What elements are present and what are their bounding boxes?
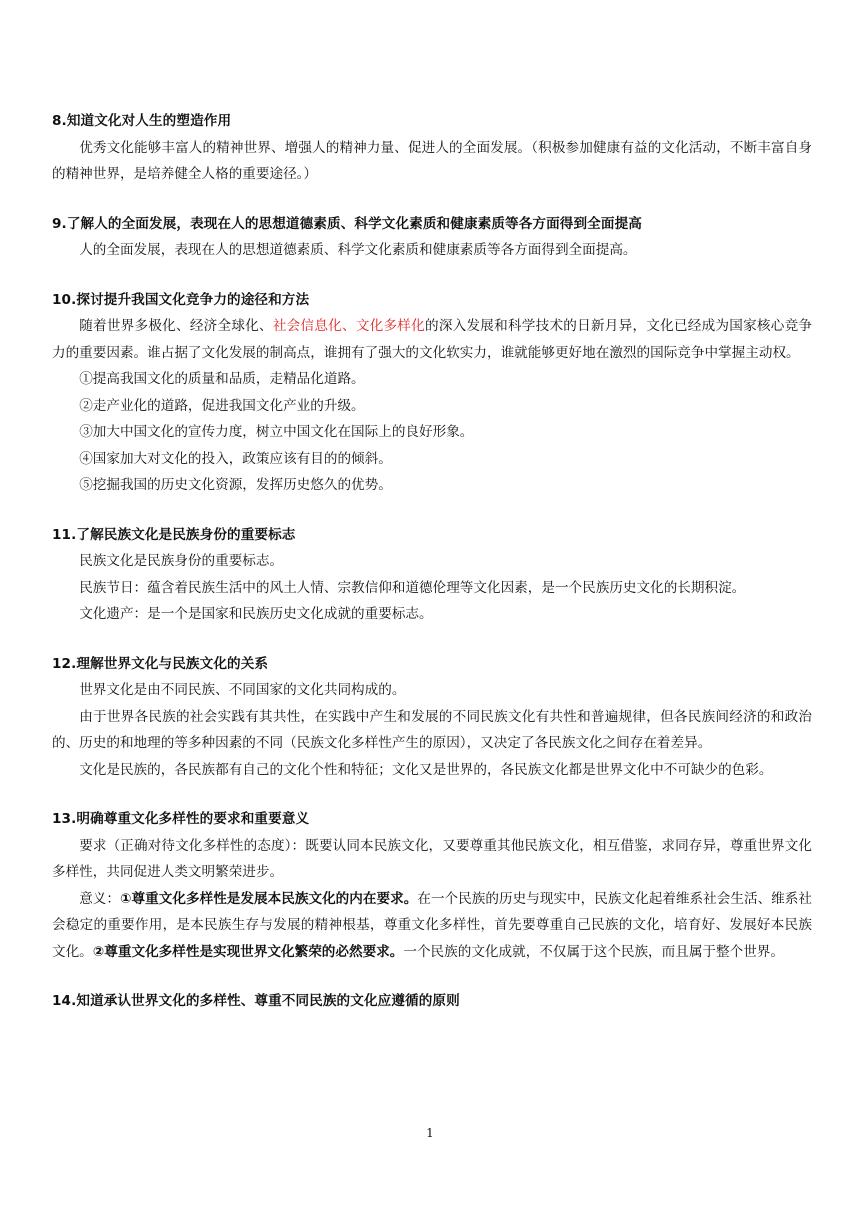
document-content: [52, 108, 812, 1038]
bold-text: ①尊重文化多样性是发展本民族文化的内在要求。: [120, 890, 418, 907]
list-item: ③加大中国文化的宣传力度，树立中国文化在国际上的良好形象。: [79, 424, 474, 440]
bold-text: ②尊重文化多样性是实现世界文化繁荣的必然要求。: [92, 943, 404, 960]
paragraph: 文化是民族的，各民族都有自己的文化个性和特征；文化又是世界的，各民族文化都是世界文化中不可缺少的色彩。: [79, 761, 773, 778]
list-item: ④国家加大对文化的投入，政策应该有目的的倾斜。: [79, 450, 392, 467]
list-item: ①提高我国文化的质量和品质，走精品化道路。: [79, 371, 365, 387]
text-run: 一个民族的文化成就，不仅属于这个民族，而且属于整个世界。: [403, 943, 784, 960]
section-heading: 11.了解民族文化是民族身份的重要标志: [52, 526, 296, 543]
section-10: [52, 287, 812, 499]
list-item: ②走产业化的道路，促进我国文化产业的升级。: [79, 397, 365, 414]
paragraph: [52, 886, 812, 966]
section-heading: 12.理解世界文化与民族文化的关系: [52, 655, 269, 672]
paragraph: 人的全面发展，表现在人的思想道德素质、科学文化素质和健康素质等各方面得到全面提高。: [79, 242, 637, 258]
section-heading: 13.明确尊重文化多样性的要求和重要意义: [52, 811, 310, 827]
paragraph: 民族文化是民族身份的重要标志。: [79, 553, 284, 569]
page-number: 1: [426, 1126, 434, 1140]
paragraph: 要求（正确对待文化多样性的态度）：既要认同本民族文化，又要尊重其他民族文化，相互借鉴，求同存异，尊重世界文化多样性，共同促进人类文明繁荣进步。: [52, 837, 812, 880]
paragraph: 民族节日：蕴含着民族生活中的风土人情、宗教信仰和道德伦理等文化因素，是一个民族历史文化的长期积淀。: [79, 579, 746, 596]
paragraph: 由于世界各民族的社会实践有其共性，在实践中产生和发展的不同民族文化有共性和普遍规律，但各民族间经济的和政治的、历史的和地理的等多种因素的不同（民族文化多样性产生的原因），又决定了各民族文化之间存在着差异。: [52, 708, 812, 751]
section-heading: 9.了解人的全面发展，表现在人的思想道德素质、科学文化素质和健康素质等各方面得到全面提高: [52, 215, 642, 232]
paragraph: 文化遗产：是一个是国家和民族历史文化成就的重要标志。: [79, 606, 433, 622]
paragraph: 优秀文化能够丰富人的精神世界、增强人的精神力量、促进人的全面发展。（积极参加健康有益的文化活动，不断丰富自身的精神世界，是培养健全人格的重要途径。）: [52, 139, 812, 182]
section-heading: 10.探讨提升我国文化竞争力的途径和方法: [52, 291, 310, 308]
section-11: [52, 522, 812, 628]
section-heading: 14.知道承认世界文化的多样性、尊重不同民族的文化应遵循的原则: [52, 993, 460, 1009]
section-12: [52, 651, 812, 784]
section-14: [52, 988, 812, 1015]
highlighted-text: 社会信息化、文化多样化: [272, 318, 425, 334]
text-run: 的深入发展和科学技术的日新月异，文化已经成为国家核心竞争力的重要因素。谁占据了文化发展的制高点，谁拥有了强大的文化软实力，谁就能够更好地在激烈的国际竞争中掌握主动权。: [52, 318, 813, 361]
paragraph: 世界文化是由不同民族、不同国家的文化共同构成的。: [79, 682, 406, 698]
list-item: ⑤挖掘我国的历史文化资源，发挥历史悠久的优势。: [79, 477, 392, 493]
section-heading: 8.知道文化对人生的塑造作用: [52, 113, 232, 129]
text-run: 意义：: [79, 890, 121, 907]
text-run: 随着世界多极化、经济全球化、: [79, 318, 273, 334]
paragraph: [52, 313, 812, 366]
section-8: [52, 108, 812, 188]
section-9: [52, 211, 812, 264]
text-run: 在一个民族的历史与现实中，民族文化起着维系社会生活、维系社会稳定的重要作用，是本民族生存与发展的精神根基，尊重文化多样性，首先要尊重自己民族的文化，培育好、发展好本民族文化。: [52, 890, 812, 960]
section-13: [52, 806, 812, 965]
